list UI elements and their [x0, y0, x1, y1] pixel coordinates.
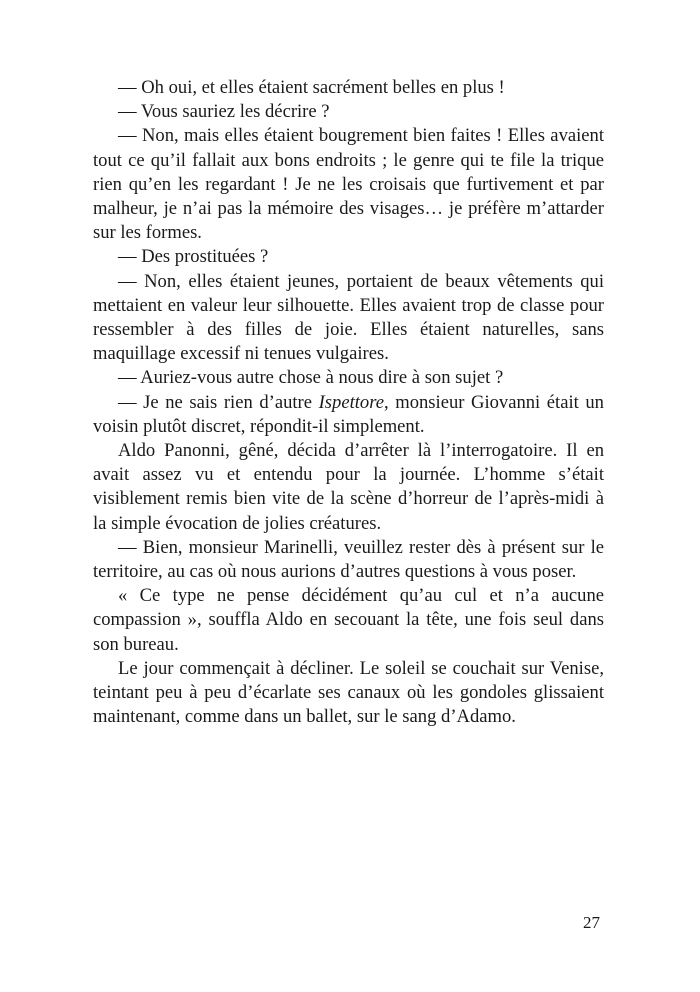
paragraph: — Bien, monsieur Marinelli, veuillez rester dès à présent sur le territoire, au cas où nous aurions d’autres questions à vous poser. [93, 536, 604, 583]
paragraph-text: — Je ne sais rien d’autre [118, 391, 319, 413]
italic-title: Ispettore [318, 391, 384, 413]
page-body-text [93, 76, 604, 729]
paragraph: — Non, mais elles étaient bougrement bien faites ! Elles avaient tout ce qu’il fallait aux bons endroits ; le genre qui te file la trique rien qu’en les regardant ! Je ne les croisais que furtivement et par malheur, je n’ai pas la mémoire des visages… je préfère m’attarder sur les formes. [93, 125, 604, 244]
paragraph: — Des prostituées ? [118, 246, 269, 268]
paragraph: — Vous sauriez les décrire ? [118, 101, 330, 123]
paragraph: — Auriez-vous autre chose à nous dire à son sujet ? [118, 367, 504, 389]
page-number: 27 [583, 913, 600, 932]
paragraph: — Non, elles étaient jeunes, portaient de beaux vêtements qui mettaient en valeur leur silhouette. Elles avaient trop de classe pour ressembler à des filles de joie. Elles étaient naturelles, sans maquillage excessif ni tenues vulgaires. [93, 270, 604, 365]
paragraph [93, 391, 604, 439]
paragraph: — Oh oui, et elles étaient sacrément belles en plus ! [118, 77, 505, 98]
paragraph-text: , monsieur Giovanni était un voisin plutôt discret, répondit-il simplement. [93, 391, 604, 437]
paragraph: Le jour commençait à décliner. Le soleil se couchait sur Venise, teintant peu à peu d’écarlate ses canaux où les gondoles glissaient maintenant, comme dans un ballet, sur le sang d’Adamo. [93, 657, 604, 728]
paragraph: « Ce type ne pense décidément qu’au cul et n’a aucune compassion », souffla Aldo en secouant la tête, une fois seul dans son bureau. [93, 585, 604, 655]
paragraph: Aldo Panonni, gêné, décida d’arrêter là l’interrogatoire. Il en avait assez vu et entendu pour la journée. L’homme s’était visiblement remis bien vite de la scène d’horreur de l’après-midi à la simple évocation de jolies créatures. [93, 440, 604, 534]
